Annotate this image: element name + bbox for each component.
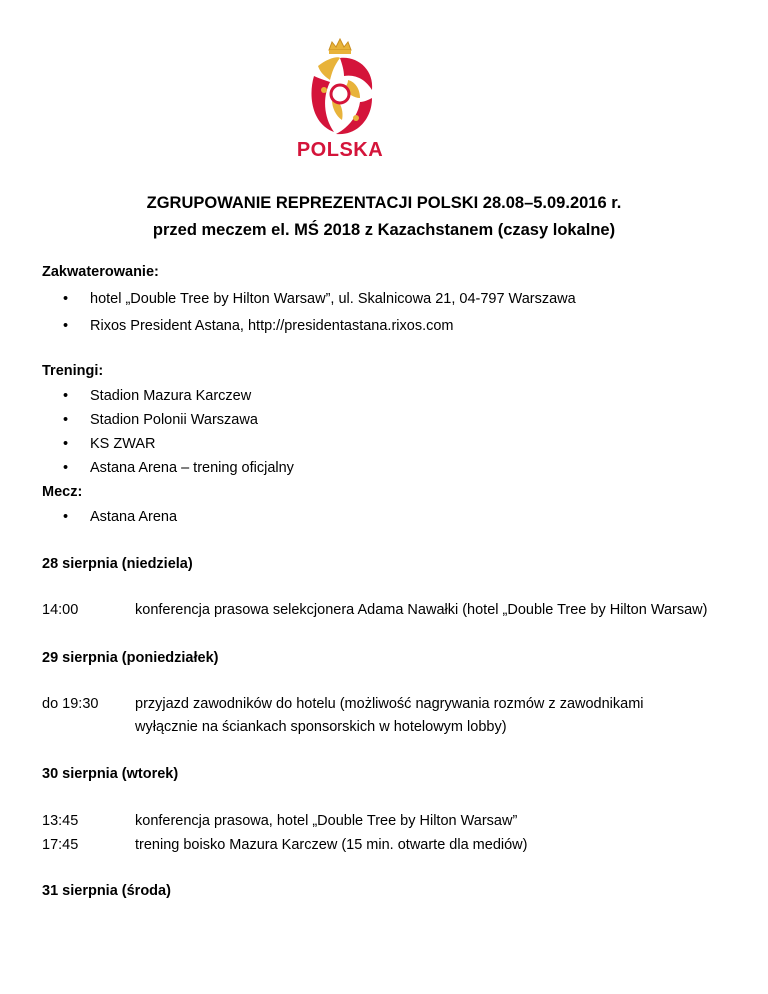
list-item: Astana Arena – trening oficjalny — [90, 460, 294, 476]
event-description: przyjazd zawodników do hotelu (możliwość nagrywania rozmów z zawodnikami — [135, 696, 644, 712]
bullet-icon: • — [63, 509, 69, 525]
bullet-icon: • — [63, 291, 69, 307]
bullet-icon: • — [63, 412, 69, 428]
event-time: 13:45 — [42, 813, 79, 829]
list-item: Stadion Mazura Karczew — [90, 388, 252, 404]
event-time: 17:45 — [42, 837, 79, 853]
section-heading-match: Mecz: — [42, 484, 83, 500]
bullet-icon: • — [63, 388, 69, 404]
logo-wordmark: POLSKA — [296, 139, 384, 161]
event-time: do 19:30 — [42, 696, 99, 712]
day-heading: 30 sierpnia (wtorek) — [42, 766, 179, 782]
section-heading-accommodation: Zakwaterowanie: — [42, 264, 159, 280]
document-title: ZGRUPOWANIE REPREZENTACJI POLSKI 28.08–5.09.2016 r. — [146, 194, 622, 212]
bullet-icon: • — [63, 318, 69, 334]
event-description: konferencja prasowa, hotel „Double Tree by Hilton Warsaw” — [135, 813, 518, 829]
day-heading: 31 sierpnia (środa) — [42, 883, 171, 899]
event-description: konferencja prasowa selekcjonera Adama Nawałki (hotel „Double Tree by Hilton Warsaw) — [135, 602, 708, 618]
event-time: 14:00 — [42, 602, 79, 618]
list-item: Astana Arena — [90, 509, 178, 525]
list-item: Rixos President Astana, http://presidentastana.rixos.com — [90, 318, 454, 334]
list-item: Stadion Polonii Warszawa — [90, 412, 258, 428]
day-heading: 28 sierpnia (niedziela) — [42, 556, 193, 572]
section-heading-trainings: Treningi: — [42, 363, 104, 379]
list-item: KS ZWAR — [90, 436, 156, 452]
bullet-icon: • — [63, 460, 69, 476]
event-description: trening boisko Mazura Karczew (15 min. otwarte dla mediów) — [135, 837, 528, 853]
ball-swirl-icon — [311, 57, 372, 134]
crown-icon — [329, 39, 351, 54]
day-heading: 29 sierpnia (poniedziałek) — [42, 650, 219, 666]
event-description-continued: wyłącznie na ściankach sponsorskich w hotelowym lobby) — [135, 719, 507, 735]
bullet-icon: • — [63, 436, 69, 452]
document-subtitle: przed meczem el. MŚ 2018 z Kazachstanem (czasy lokalne) — [152, 221, 616, 239]
list-item: hotel „Double Tree by Hilton Warsaw”, ul. Skalnicowa 21, 04-797 Warszawa — [90, 291, 576, 307]
